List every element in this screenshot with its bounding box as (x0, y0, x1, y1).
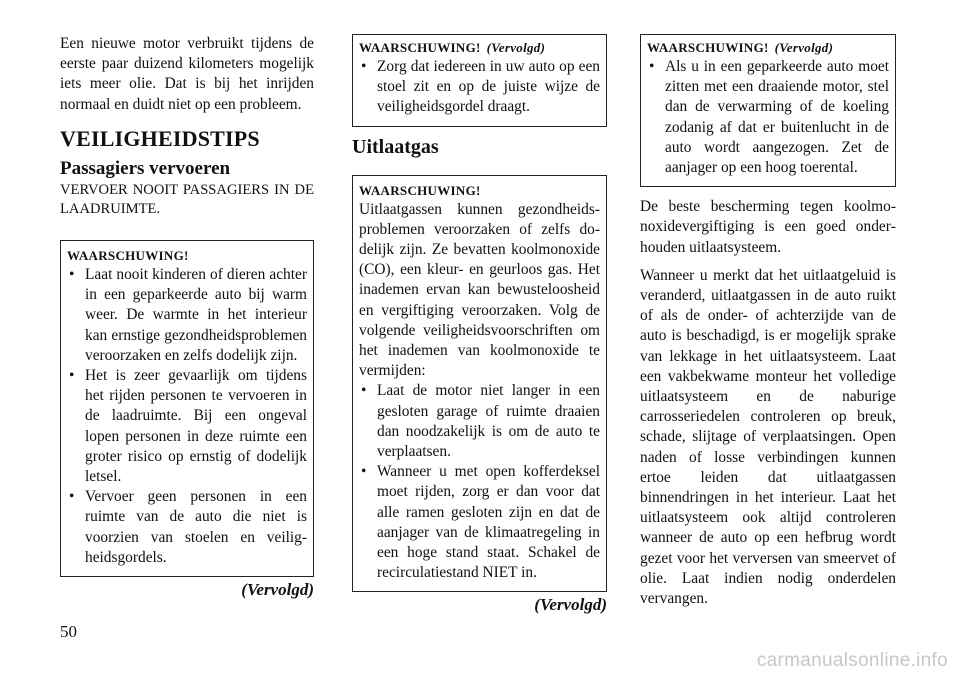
warning-title: WAARSCHUWING! (67, 248, 189, 263)
warning-item: • Vervoer geen personen in een ruimte van de auto die niet is voorzien van stoelen en veiligheidsgordels. (67, 487, 307, 568)
warning-title-text: WAARSCHUWING! (359, 40, 481, 55)
warning-title (359, 39, 600, 57)
warning-item: • Laat de motor niet langer in een gesloten garage of ruimte draaien dan noodzakelijk is om de auto te verplaatsen. (359, 381, 600, 462)
continued-label: (Vervolgd) (241, 580, 314, 600)
warning-text: Uitlaatgassen kunnen gezondheidsproblemen veroorzaken of zelfs dodelijk zijn. Ze bevatten koolmonoxide (CO), een kleur- en geurloos gas. Het inademen ervan kan bewusteloosheid en vergiftiging veroorzaken. Volg de volgende veiligheidsvoorschriften om het inademen van koolmonoxide te vermijden: (359, 200, 600, 380)
warning-item: • Als u in een geparkeerde auto moet zitten met een draaiende motor, stel dan de verwarming of de koeling zodanig af dat er buitenlucht in de auto wordt aangezogen. Zet de aanjager op een hoog toerental. (647, 57, 889, 178)
section-heading-exhaust: Uitlaatgas (352, 135, 439, 158)
column-3 (640, 34, 896, 609)
warning-list (359, 381, 600, 583)
section-heading-safety-tips: VEILIGHEIDSTIPS (60, 125, 260, 151)
warning-list (647, 57, 889, 178)
warning-item: • Wanneer u met open kofferdeksel moet rijden, zorg er dan voor dat alle ramen gesloten zijn en dat de aanjager van de klimaatregeling in een hoge stand staat. Schakel de recirculatiestand NIET in. (359, 462, 600, 583)
page-number: 50 (60, 622, 77, 641)
intro-paragraph: Een nieuwe motor verbruikt tijdens de eerste paar duizend kilometers mogelijk iets meer olie. Dat is bij het inrijden normaal en duidt niet op een probleem. (60, 35, 314, 113)
warning-item: • Zorg dat iedereen in uw auto op een stoel zit en op de juiste wijze de veiligheidsgordel draagt. (359, 57, 600, 118)
caps-notice: VERVOER NOOIT PASSAGIERS IN DE LAADRUIMTE. (60, 181, 314, 218)
warning-item: • Laat nooit kinderen of dieren achter in een geparkeerde auto bij warm weer. De warmte in het interieur kan ernstige gezondheidsproblemen veroorzaken en zelfs dodelijk zijn. (67, 265, 307, 366)
warning-box-continued (640, 34, 896, 187)
warning-continued-label: (Vervolgd) (486, 40, 546, 55)
subheading-passengers: Passagiers vervoeren (60, 157, 231, 179)
warning-title (647, 39, 889, 57)
paragraph-exhaust-check: Wanneer u merkt dat het uitlaatgeluid is veranderd, uitlaatgassen in de auto ruikt of als de onder- of achterzijde van de auto is beschadigd, is er mogelijk sprake van lekkage in het uitlaatsysteem. Laat een vakbekwame monteur het volledige uitlaatsysteem en de naburige carrosseriedelen controleren op breuk, schade, slijtage of verplaatsingen. Open naden of losse verbindingen kunnen ertoe leiden dat uitlaatgassen binnendringen in het interieur. Laat het uitlaatsysteem ook altijd controleren wanneer de auto op een hefbrug wordt gezet voor het verversen van smeervet of olie. Laat indien nodig onderdelen vervangen. (640, 266, 896, 608)
column-2 (352, 34, 607, 616)
warning-continued-label: (Vervolgd) (774, 40, 834, 55)
watermark: carmanualsonline.info (756, 650, 948, 671)
continued-label: (Vervolgd) (534, 595, 607, 615)
warning-box-passengers (60, 240, 314, 577)
warning-title: WAARSCHUWING! (359, 182, 481, 198)
warning-list (67, 265, 307, 568)
warning-item: • Het is zeer gevaarlijk om tijdens het rijden personen te vervoeren in de laadruimte. Bij een ongeval lopen personen in deze ruimte een groter risico op ernstig of dodelijk letsel. (67, 366, 307, 487)
paragraph-protection: De beste bescherming tegen koolmonoxidevergiftiging is een goed onderhouden uitlaatsysteem. (640, 198, 896, 256)
warning-title-text: WAARSCHUWING! (647, 40, 769, 55)
warning-list (359, 57, 600, 118)
warning-box-exhaust (352, 175, 607, 593)
warning-box-continued (352, 34, 607, 127)
column-1 (60, 34, 314, 601)
